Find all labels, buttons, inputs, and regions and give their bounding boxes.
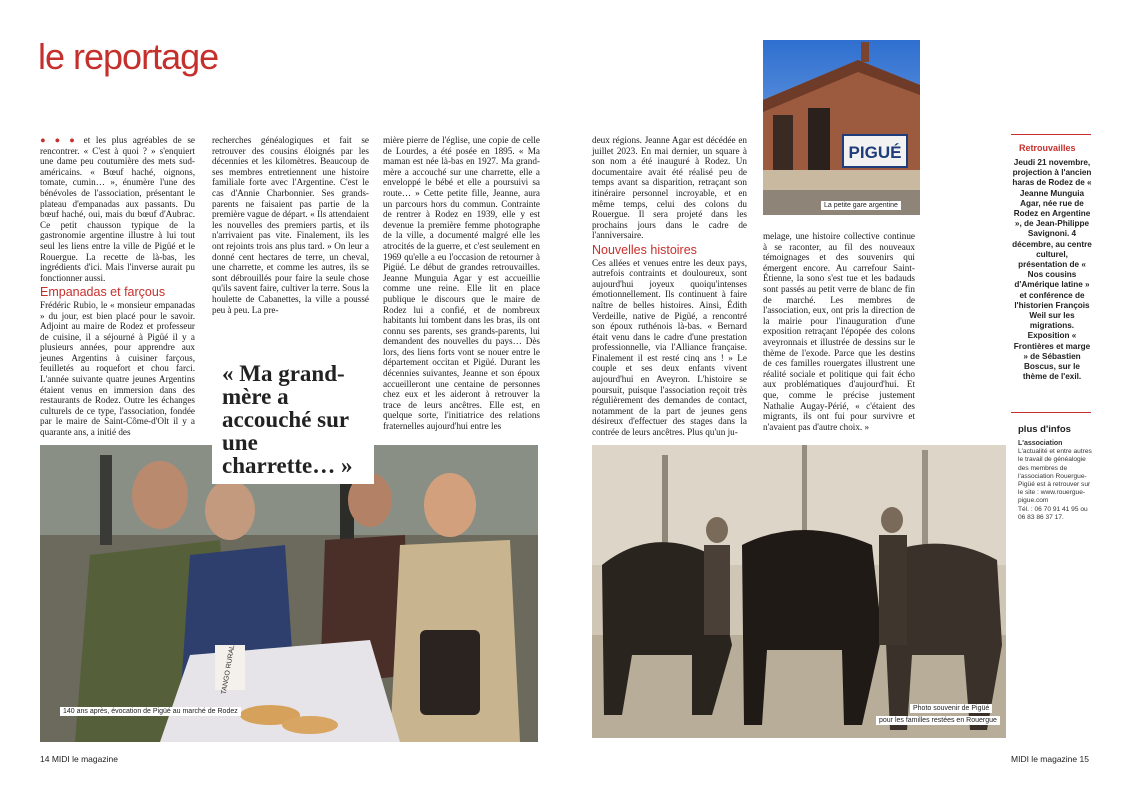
station-photo [763, 40, 920, 215]
photo-caption-souvenir-1: Photo souvenir de Pigüé [910, 704, 992, 713]
souvenir-illustration [592, 445, 1006, 738]
market-photo [40, 445, 538, 742]
plus-infos-block [1018, 440, 1092, 522]
paragraph: mière pierre de l'église, une copie de celle de Lourdes, a été posée en 1895. « Ma maman est née là-bas en 1927. Ma grand-mère a accouché sur une charrette, elle a enveloppé le bébé et elle a poursuivi sa route… » Cette petite fille, Jeanne, aura un parcours hors du commun. Contrainte de rentrer à Rodez en 1939, elle y est devenue la première femme photographe de la ville, a documenté malgré elle les atrocités de la guerre, et c'est seulement en 1969 qu'elle a eu l'occasion de retourner à Pigüé. Le début de grandes retrouvailles. Jeanne Munguia Agar y est accueillie comme une reine. Elle lit en place publique le discours que le maire de Rodez lui a confié, et de nombreux habitants lui tombent dans les bras, ils ont connu ses parents, ses grands-parents, lui demandent des nouvelles du pays… Dès lors, des liens forts vont se nouer entre le département occitan et Pigüé. Durant les décennies suivantes, Jeanne et son époux accueilleront une centaine de personnes chez eux et les aideront à retrouver la trace de leurs ancêtres. Elle est, en quelque sorte, l'initiatrice des relations fraternelles aujourd'hui entre les [383, 135, 540, 432]
plus-infos-title: plus d'infos [1018, 424, 1071, 435]
subheading-nouvelles: Nouvelles histoires [592, 242, 697, 257]
folio-right: MIDI le magazine 15 [1011, 754, 1089, 764]
paragraph: melage, une histoire collective continue à se raconter, au fil des nouveaux témoignages et des souvenirs qui émergent encore. Au carrefour Saint-Étienne, la sono s'est tue et les badauds sont passés au petit verre de blanc de fin de marché. Les membres de l'association, eux, ont pris la direction de la mairie pour l'inauguration d'une exposition retraçant l'épopée des colons aveyronnais et illustrée de dessins sur le thème de l'exode. Parce que les destins de ces familles rouergates illustrent une réalité sociale et politique qui fait écho aux problématiques d'aujourd'hui. Et que, comme le précise justement Nathalie Augay-Périé, « c'étaient des migrants, ils ont fui pour survivre et n'avaient pas d'autre choix. » [763, 231, 915, 432]
pull-quote: « Ma grand-mère a accouché sur une charrette… » [222, 361, 353, 478]
paragraph: et les plus agréables de se rencontrer. « C'est à quoi ? » s'enquiert une dame peu coutumière des mets sud-américains. « Bœuf haché, oignons, tomate, cumin… », énumère l'une des bénévoles de l'association, présentant le plateau d'empanadas aux passants. Du bœuf haché, oui, mais du bœuf d'Aubrac. Ce petit chausson typique de la gastronomie argentine illustre à lui tout seul les liens entre la ville de Pigüé et le Rouergue. La recette de là-bas, les ingrédients d'ici. Mais l'inverse aurait pu fonctionner aussi. [40, 135, 195, 283]
article-column-2 [212, 135, 369, 315]
sidebar-title: Retrouvailles [1019, 143, 1076, 153]
paragraph: recherches généalogiques et fait se retrouver des cousins éloignés par les décennies et les kilomètres. Beaucoup de ses membres entretiennent une histoire familiale forte avec l'Argentine. C'est le cas d'Annie Charbonnier. Ses grands-parents ne faisaient pas partie de la première vague de départ. « Ils attendaient les nouvelles des premiers partis, et ils n'arrivaient pas vite. Finalement, ils les ont rejoints trois ans plus tard. » On leur a donné cent hectares de terre, un cheval, une charrette, et comme les autres, ils se sont débrouillés pour faire la seule chose qu'ils savent faire, cultiver la terre. Sous la houlette de Cabanettes, la ville a poussé peu à peu. La pre- [212, 135, 369, 315]
article-column-1 [40, 135, 195, 438]
sidebar-text: Jeudi 21 novembre, projection à l'ancien haras de Rodez de « Jeanne Munguia Agar, née rue de Rodez en Argentine », de Jean-Philippe Savignoni. 4 décembre, au centre culturel, présentation de « Nos cousins d'Amérique latine » et conférence de l'historien François Weil sur les migrations. Exposition « Frontières et marge » de Sébastien Boscus, sur le thème de l'exil. [1012, 158, 1092, 382]
station-illustration [763, 40, 920, 215]
article-column-4 [592, 135, 747, 438]
market-illustration [40, 445, 538, 742]
station-sign-text: PIGUÉ [848, 143, 902, 162]
folio-left: 14 MIDI le magazine [40, 754, 118, 764]
photo-caption-souvenir-2: pour les familles restées en Rouergue [876, 716, 1000, 725]
paragraph: deux régions. Jeanne Agar est décédée en juillet 2023. En mai dernier, un square à son nom a été inauguré à Rodez. Un documentaire avait été réalisé peu de temps avant sa disparition, retraçant son itinéraire personnel incroyable, et en même temps, celui des colons du Rouergue. Il sera projeté dans les prochains jours dans le cadre de l'anniversaire. [592, 135, 747, 241]
paragraph: Frédéric Rubio, le « monsieur empanadas » du jour, est bien placé pour le savoir. Adjoint au maire de Rodez et professeur de cuisine, il a séjourné à Pigüé il y a plusieurs années, pour apprendre aux jeunes Argentins à cuisiner farçous, feuilletés au roquefort et chou farci. L'année suivante quatre jeunes Argentins étaient venus en immersion dans des restaurants de Rodez. Outre les échanges culturels de ce type, l'association, fondée par le maire de Saint-Côme-d'Olt il y a quarante ans, a initié des [40, 299, 195, 438]
photo-caption-market: 140 ans après, évocation de Pigüé au marché de Rodez [60, 707, 241, 716]
plus-infos-text: L'actualité et entre autres le travail de généalogie des membres de l'association Rouergue-Pigüé est à retrouver sur le site : www.rouergue-pigue.com [1018, 448, 1092, 505]
section-title: le reportage [38, 36, 219, 77]
sidebar-divider [1011, 134, 1091, 135]
photo-caption-station: La petite gare argentine [821, 201, 901, 210]
souvenir-photo [592, 445, 1006, 738]
subheading-empanadas: Empanadas et farçous [40, 285, 166, 300]
plus-infos-phone: Tél. : 06 70 91 41 95 ou 06 83 86 37 17. [1018, 505, 1088, 521]
paragraph: Ces allées et venues entre les deux pays, autrefois contraints et douloureux, sont aujourd'hui joyeux quoiqu'intenses émotionnellement. Ils continuent à faire naître de belles histoires. Ainsi, Édith Verdeille, native de Pigüé, a rencontré son époux ruthénois là-bas. « Bernard était venu dans le cadre d'une prestation professionnelle, via l'Alliance française. Finalement il est resté cinq ans ! » Le couple et ses deux enfants vivent aujourd'hui en Aveyron. L'histoire se poursuit, puisque l'association reçoit très régulièrement des demandes de contact, notamment de la part de jeunes gens désireux d'effectuer des stages dans la contrée de leurs ancêtres. Plus qu'un ju- [592, 257, 747, 438]
article-column-3 [383, 135, 540, 432]
bullet-dots: ● ● ● [40, 135, 78, 145]
article-column-5 [763, 231, 915, 432]
stand-sign-text: TANGO RURAL [220, 644, 237, 695]
sidebar-divider [1011, 412, 1091, 413]
plus-infos-subtitle: L'association [1018, 440, 1063, 447]
